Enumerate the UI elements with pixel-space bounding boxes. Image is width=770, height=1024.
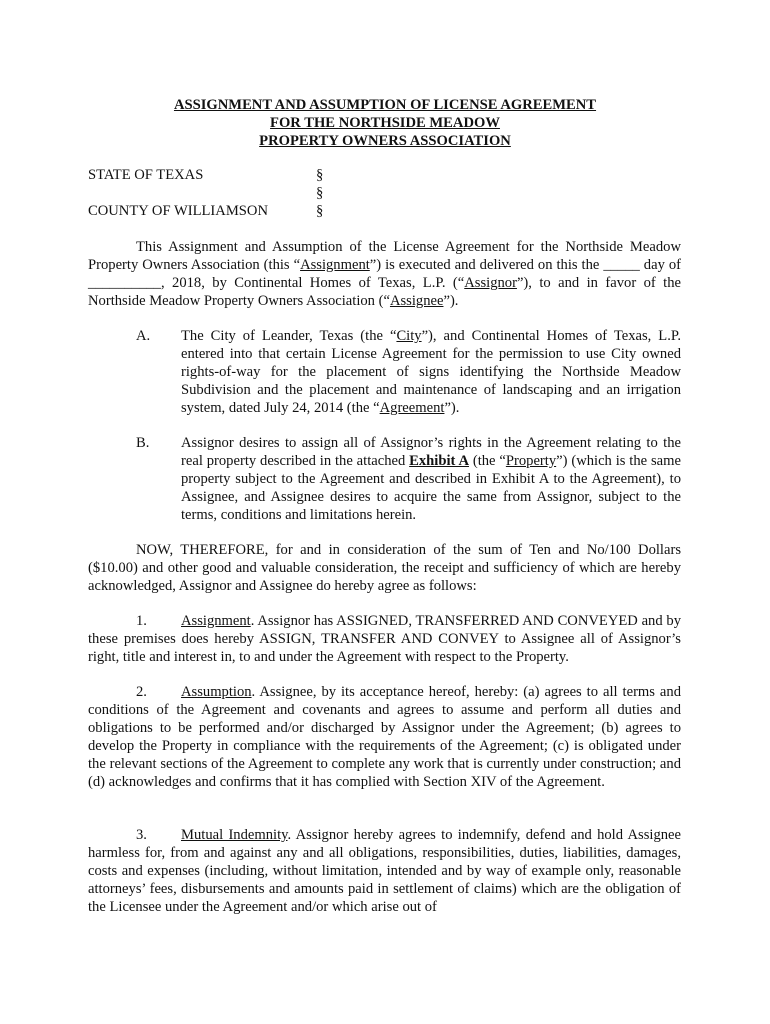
section-2	[88, 683, 681, 791]
defined-term-assignee: Assignee	[389, 293, 444, 309]
defined-term-assignment: Assignment	[300, 257, 370, 273]
recital-label: B.	[136, 435, 150, 451]
title-line-1: ASSIGNMENT AND ASSUMPTION OF LICENSE AGREEMENT	[173, 97, 597, 113]
defined-term-city: City	[396, 328, 422, 344]
section-number: 3.	[136, 827, 147, 843]
recital-text: Assignor desires to assign all of Assignor’s rights in the Agreement relating to the real property described in the attached Exhibit A (the “Property”) (which is the same property subject to the Agreement and described in Exhibit A to the Agreement), to Assignee, and Assignee desires to acquire the same from Assignor, subject to the terms, conditions and limitations herein.	[181, 435, 681, 523]
jurisdiction-caption	[88, 166, 688, 220]
now-therefore-paragraph: NOW, THEREFORE, for and in consideration of the sum of Ten and No/100 Dollars ($10.00) and other good and valuable consideration, the receipt and sufficiency of which are hereby acknowledged, Assignor and Assignee do hereby agree as follows:	[88, 542, 681, 594]
defined-term-property: Property	[505, 453, 557, 469]
recital-a	[88, 327, 681, 417]
section-text: . Assignor has ASSIGNED, TRANSFERRED AND CONVEYED and by these premises does hereby ASSIGN, TRANSFER AND CONVEY to Assignee all of Assignor’s right, title and interest in, to and under the Agreement with respect to the Property.	[88, 613, 681, 665]
title-line-3: PROPERTY OWNERS ASSOCIATION	[259, 133, 511, 149]
recital-label: A.	[136, 328, 151, 344]
section-heading: Mutual Indemnity	[181, 827, 288, 843]
recital-text: The City of Leander, Texas (the “City”), and Continental Homes of Texas, L.P. entered into that certain License Agreement for the permission to use City owned rights-of-way for the placement of signs identifying the Northside Meadow Subdivision and the placement and maintenance of landscaping and an irrigation system, dated July 24, 2014 (the “Agreement”).	[181, 328, 682, 416]
section-symbol: §	[316, 203, 324, 219]
defined-term-agreement: Agreement	[379, 400, 445, 416]
section-number: 1.	[136, 613, 147, 629]
section-symbol: §	[316, 185, 324, 201]
defined-term-assignor: Assignor	[464, 275, 517, 291]
recital-b	[88, 434, 681, 524]
section-3	[88, 826, 681, 916]
exhibit-reference: Exhibit A	[409, 453, 469, 469]
section-heading: Assumption	[181, 684, 252, 700]
section-heading: Assignment	[181, 613, 251, 629]
state-label: STATE OF TEXAS	[88, 167, 204, 183]
title-line-2: FOR THE NORTHSIDE MEADOW	[270, 115, 500, 131]
document-title	[0, 96, 770, 150]
intro-paragraph: This Assignment and Assumption of the License Agreement for the Northside Meadow Property Owners Association (this “Assignment”) is executed and delivered on this the _____ day of __________, 2018, by Continental Homes of Texas, L.P. (“Assignor”), to and in favor of the Northside Meadow Property Owners Association (“Assignee”).	[88, 239, 681, 309]
county-label: COUNTY OF WILLIAMSON	[88, 203, 268, 219]
section-text: . Assignor hereby agrees to indemnify, defend and hold Assignee harmless for, from and against any and all obligations, responsibilities, duties, liabilities, damages, costs and expenses (including, without limitation, intended and by way of example only, reasonable attorneys’ fees, disbursements and amounts paid in settlement of claims) which are the obligation of the Licensee under the Agreement and/or which arise out of	[88, 827, 682, 915]
section-symbol: §	[316, 167, 324, 183]
section-number: 2.	[136, 684, 147, 700]
section-text: . Assignee, by its acceptance hereof, hereby: (a) agrees to all terms and conditions of the Agreement and covenants and agrees to assume and perform all duties and obligations to be performed and/or discharged by Assignor under the Agreement; (b) agrees to develop the Property in compliance with the requirements of the Agreement; (c) is obligated under the relevant sections of the Agreement to complete any work that is currently under construction; and (d) acknowledges and confirms that it has complied with Section XIV of the Agreement.	[88, 684, 681, 790]
section-1	[88, 612, 681, 666]
